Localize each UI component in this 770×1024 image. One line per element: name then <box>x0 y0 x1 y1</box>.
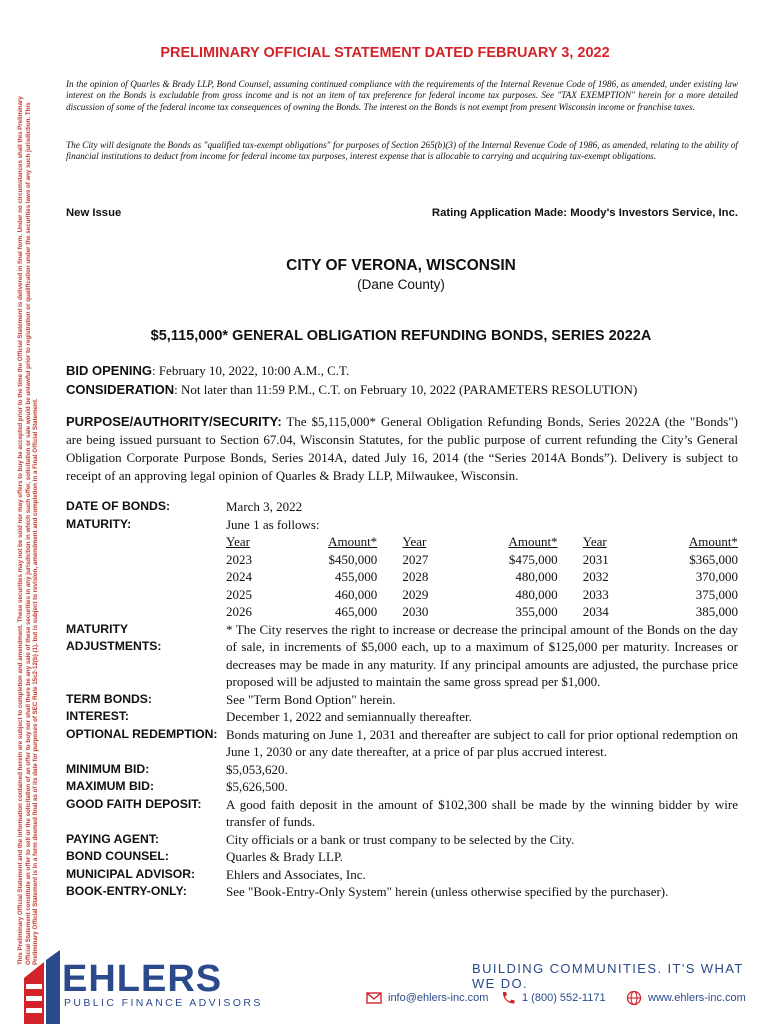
issue-rating-row <box>66 207 738 219</box>
term-bonds-value: See "Term Bond Option" herein. <box>226 691 396 707</box>
municipal-advisor-value: Ehlers and Associates, Inc. <box>226 866 366 882</box>
maturity-label: MATURITY: <box>66 516 132 531</box>
interest-value: December 1, 2022 and semiannually thereafter. <box>226 709 472 724</box>
maturity-adjustments-value: * The City reserves the right to increase or decrease the principal amount of the Bonds on the day of sale, in increments of $5,000 each, up to a maximum of $125,000 per maturity. Increases or decreases may be made in any maturity. If any principal amounts are adjusted, the purchase price proposed will be adjusted to maintain the same gross spread per $1,000. <box>226 621 738 689</box>
website-text: www.ehlers-inc.com <box>648 992 746 1004</box>
term-row <box>66 883 738 901</box>
bid-opening-line <box>66 362 738 379</box>
maturity-year: 2029 <box>402 586 429 602</box>
maturity-amount-header: Amount* <box>508 534 558 549</box>
date-of-bonds-label: DATE OF BONDS: <box>66 499 171 513</box>
term-row <box>66 796 738 831</box>
globe-icon <box>626 990 642 1006</box>
maturity-amount: 480,000 <box>515 569 558 584</box>
maturity-amount: 480,000 <box>515 586 558 602</box>
maturity-amount: 375,000 <box>695 586 738 602</box>
good-faith-deposit-value: A good faith deposit in the amount of $102,300 shall be made by the winning bidder by wire transfer of funds. <box>226 796 738 829</box>
good-faith-deposit-label: GOOD FAITH DEPOSIT: <box>66 796 202 811</box>
consideration-value: : Not later than 11:59 P.M., C.T. on February 10, 2022 (PARAMETERS RESOLUTION) <box>174 382 638 397</box>
maturity-year: 2031 <box>582 551 609 567</box>
maturity-amount: $450,000 <box>328 551 378 567</box>
maturity-adjustments-label: MATURITY ADJUSTMENTS: <box>66 621 162 653</box>
footer-website[interactable] <box>626 990 746 1006</box>
tax-opinion-paragraph: In the opinion of Quarles & Brady LLP, Bond Counsel, assuming continued compliance with the requirements of the Internal Revenue Code of 1986, as amended, under existing law interest on the Bonds is excludable from gross income and is not an item of tax preference for federal income tax purposes. See "TAX EXEMPTION" herein for a more detailed discussion of some of the federal income tax consequences of owning the Bonds. The interest on the Bonds is not exempt from present Wisconsin income or franchise taxes. <box>66 79 738 112</box>
maturity-value: June 1 as follows: <box>226 516 320 532</box>
issuer-county: (Dane County) <box>357 277 445 292</box>
maturity-amount: 370,000 <box>695 569 738 584</box>
purpose-paragraph <box>66 413 738 485</box>
phone-text: 1 (800) 552-1171 <box>522 992 606 1004</box>
term-row <box>66 621 738 691</box>
term-row <box>66 848 738 866</box>
maturity-year: 2026 <box>226 604 252 619</box>
maturity-amount: 385,000 <box>695 604 738 619</box>
maturity-year: 2027 <box>402 551 429 567</box>
term-row <box>66 831 738 849</box>
phone-icon <box>500 990 516 1006</box>
maximum-bid-value: $5,626,500. <box>226 779 288 794</box>
term-row <box>66 516 738 534</box>
maturity-year: 2034 <box>582 604 609 619</box>
municipal-advisor-label: MUNICIPAL ADVISOR: <box>66 866 196 881</box>
bond-counsel-label: BOND COUNSEL: <box>66 849 169 863</box>
bond-title: $5,115,000* GENERAL OBLIGATION REFUNDING BONDS, SERIES 2022A <box>150 328 652 344</box>
interest-label: INTEREST: <box>66 709 129 723</box>
side-legal-notice: This Preliminary Official Statement and the information contained herein are subject to completion and amendment. These securities may not be sold nor may offers to buy be accepted prior to the time the Official Statement is delivered in final form. Under no circumstances shall this Preliminary Official Statement constitute an offer to sell or the solicitation of an offer to buy nor shall there be any sale of these securities in any jurisdiction in which such offer, solicitation or sale would be unlawful prior to registration or qualification under the securities laws of any such jurisdiction. This Preliminary Official Statement is in a form deemed final as of its date for purposes of SEC Rule 15c2-12(b) (1), but is subject to revision, amendment and completion in a Final Official Statement. <box>17 96 40 965</box>
optional-redemption-label: OPTIONAL REDEMPTION: <box>66 726 218 741</box>
maturity-year: 2024 <box>226 569 252 584</box>
bond-counsel-value: Quarles & Brady LLP. <box>226 849 343 864</box>
footer-phone[interactable] <box>500 990 606 1006</box>
logo-wordmark: EHLERS <box>62 958 223 1000</box>
term-row <box>66 866 738 884</box>
term-row <box>66 498 738 516</box>
maturity-year: 2023 <box>226 551 252 567</box>
maturity-amount: $475,000 <box>508 551 558 567</box>
term-row <box>66 691 738 709</box>
term-row <box>66 778 738 796</box>
maturity-amount: 355,000 <box>515 604 558 619</box>
term-row <box>66 708 738 726</box>
qualified-obligation-paragraph: The City will designate the Bonds as "qualified tax-exempt obligations" for purposes of Section 265(b)(3) of the Internal Revenue Code of 1986, as amended, relating to the ability of financial institutions to deduct from income for federal income tax purposes, interest expense that is allocable to carrying and acquiring tax-exempt obligations. <box>66 140 738 162</box>
footer-email[interactable] <box>366 990 488 1006</box>
optional-redemption-value: Bonds maturing on June 1, 2031 and thereafter are subject to call for prior optional redemption on June 1, 2030 or any date thereafter, at a price of par plus accrued interest. <box>226 726 738 759</box>
logo-subtitle: PUBLIC FINANCE ADVISORS <box>64 997 263 1009</box>
minimum-bid-label: MINIMUM BID: <box>66 761 150 776</box>
date-of-bonds-value: March 3, 2022 <box>226 499 303 514</box>
issue-type: New Issue <box>66 207 122 219</box>
maturity-year: 2028 <box>402 569 429 584</box>
bond-terms <box>66 498 738 901</box>
email-text: info@ehlers-inc.com <box>388 992 489 1004</box>
book-entry-only-value: See "Book-Entry-Only System" herein (unless otherwise specified by the purchaser). <box>226 884 669 899</box>
minimum-bid-value: $5,053,620. <box>226 761 288 777</box>
maturity-amount: 465,000 <box>334 604 378 619</box>
maturity-amount: $365,000 <box>689 551 738 567</box>
maturity-year-header: Year <box>226 534 250 549</box>
bid-opening-value: : February 10, 2022, 10:00 A.M., C.T. <box>151 363 350 378</box>
maturity-year: 2033 <box>582 586 609 602</box>
page-headline: PRELIMINARY OFFICIAL STATEMENT DATED FEBRUARY 3, 2022 <box>160 45 610 61</box>
envelope-icon <box>366 990 382 1006</box>
term-row <box>66 726 738 761</box>
maturity-amount: 455,000 <box>334 569 378 584</box>
maturity-year: 2025 <box>226 586 252 602</box>
rating-info: Rating Application Made: Moody's Investors Service, Inc. <box>431 207 738 219</box>
paying-agent-label: PAYING AGENT: <box>66 831 159 846</box>
purpose-text: The $5,115,000* General Obligation Refunding Bonds, Series 2022A (the "Bonds") are being issued pursuant to Section 67.04, Wisconsin Statutes, for the public purpose of current refunding the City’s General Obligation Corporate Purpose Bonds, Series 2014A, dated July 16, 2014 (the “Series 2014A Bonds”). Delivery is subject to receipt of an approving legal opinion of Quarles & Brady LLP, Milwaukee, Wisconsin. <box>66 414 738 483</box>
maturity-year-header: Year <box>582 534 607 549</box>
purpose-label: PURPOSE/AUTHORITY/SECURITY: <box>66 414 282 429</box>
consideration-line <box>66 381 738 398</box>
bid-opening-label: BID OPENING <box>66 363 152 378</box>
issuer-name: CITY OF VERONA, WISCONSIN <box>286 257 516 274</box>
maturity-year-header: Year <box>402 534 427 549</box>
footer-tagline: BUILDING COMMUNITIES. IT'S WHAT WE DO. <box>472 961 744 991</box>
book-entry-only-label: BOOK-ENTRY-ONLY: <box>66 884 187 898</box>
maturity-amount-header: Amount* <box>688 534 738 549</box>
maturity-year: 2032 <box>582 569 609 584</box>
consideration-label: CONSIDERATION <box>66 382 175 397</box>
paying-agent-value: City officials or a bank or trust company to be selected by the City. <box>226 831 575 847</box>
term-bonds-label: TERM BONDS: <box>66 691 152 706</box>
term-row <box>66 761 738 779</box>
maximum-bid-label: MAXIMUM BID: <box>66 779 155 793</box>
maturity-amount: 460,000 <box>334 586 378 602</box>
maturity-amount-header: Amount* <box>328 534 378 549</box>
maturity-year: 2030 <box>402 604 429 619</box>
maturity-schedule-table <box>226 533 738 621</box>
